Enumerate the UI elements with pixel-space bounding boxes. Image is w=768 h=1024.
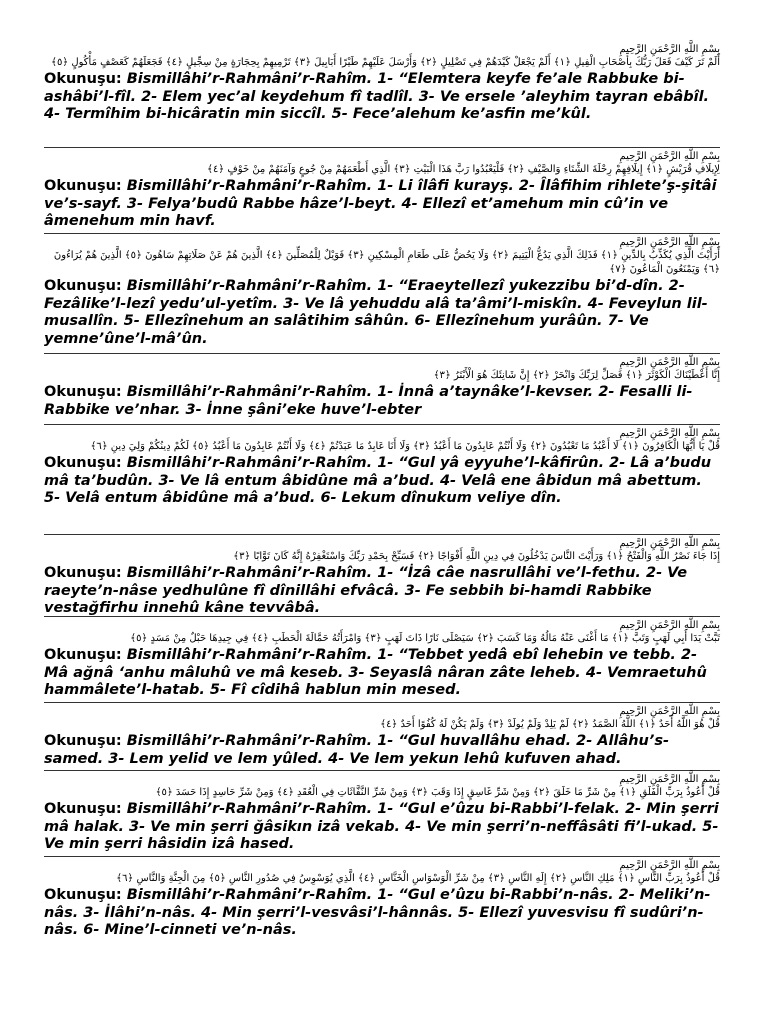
basmala-text: بِسْمِ اللَّهِ الرَّحْمَنِ الرَّحِيمِ (619, 151, 720, 162)
section-divider (44, 147, 720, 148)
basmala-text: بِسْمِ اللَّهِ الرَّحْمَنِ الرَّحِيمِ (619, 706, 720, 717)
arabic-verses: لِإِيلَافِ قُرَيْشٍ ﴿١﴾ إِيلَافِهِمْ رِحْلَةَ الشِّتَاءِ وَالصَّيْفِ ﴿٢﴾ فَلْيَعْبُدُوا رَبَّ هَذَا الْبَيْتِ ﴿٣﴾ الَّذِي أَطْعَمَهُمْ مِنْ جُوعٍ وَآمَنَهُمْ مِنْ خَوْفٍ ﴿٤﴾ (207, 164, 720, 175)
surah-section-kevser (44, 357, 720, 419)
transliteration-text: Bismillâhi’r-Rahmâni’r-Rahîm. 1- “Eraeytellezî yukezzibu bi’d-dîn. 2- Fezâlike’l-lezî yedu’ul-yetîm. 3- Ve lâ yehuddu alâ ta’âmi’l-miskîn. 4- Feveylun lil-musallîn. 5- Ellezînehum an salâtihim sâhûn. 6- Ellezînehum yurâûn. 7- Ve yemne’ûne’l-mâ’ûn. (44, 278, 708, 347)
basmala-text: بِسْمِ اللَّهِ الرَّحْمَنِ الرَّحِيمِ (619, 538, 720, 549)
transliteration (44, 455, 720, 508)
transliteration-label: Okunuşu: (44, 647, 127, 663)
transliteration-text: Bismillâhi’r-Rahmâni’r-Rahîm. 1- “Gul e’ûzu bi-Rabbi’l-felak. 2- Min şerri mâ halak. 3- Ve min şerri ğâsikın izâ vekab. 4- Ve min şerri’n-neffâsâti fi’l-ukad. 5- Ve min şerri hâsidin izâ hased. (44, 801, 719, 852)
basmala-text: بِسْمِ اللَّهِ الرَّحْمَنِ الرَّحِيمِ (619, 774, 720, 785)
transliteration (44, 565, 720, 618)
arabic-verses: قُلْ أَعُوذُ بِرَبِّ النَّاسِ ﴿١﴾ مَلِكِ النَّاسِ ﴿٢﴾ إِلَهِ النَّاسِ ﴿٣﴾ مِنْ شَرِّ الْوَسْوَاسِ الْخَنَّاسِ ﴿٤﴾ الَّذِي يُوَسْوِسُ فِي صُدُورِ النَّاسِ ﴿٥﴾ مِنَ الْجِنَّةِ وَالنَّاسِ ﴿٦﴾ (116, 873, 720, 884)
transliteration (44, 178, 720, 231)
transliteration-label: Okunuşu: (44, 278, 127, 294)
transliteration (44, 71, 720, 124)
basmala-text: بِسْمِ اللَّهِ الرَّحْمَنِ الرَّحِيمِ (619, 357, 720, 368)
transliteration (44, 384, 720, 419)
transliteration-text: Bismillâhi’r-Rahmâni’r-Rahîm. 1- “Gul yâ eyyuhe’l-kâfirûn. 2- Lâ a’budu mâ ta’budûn. 3- Ve lâ entum âbidûne mâ a’bud. 4- Velâ ene âbidun mâ abettum. 5- Velâ entum âbidûne mâ a’bud. 6- Lekum dînukum veliye dîn. (44, 455, 712, 506)
basmala-text: بِسْمِ اللَّهِ الرَّحْمَنِ الرَّحِيمِ (619, 620, 720, 631)
transliteration (44, 278, 720, 348)
section-divider (44, 353, 720, 354)
transliteration-text: Bismillâhi’r-Rahmâni’r-Rahîm. 1- “İzâ câe nasrullâhi ve’l-fethu. 2- Ve raeyte’n-nâse yedhulûne fî dînillâhi efvâcâ. 3- Fe sebbih bi-hamdi Rabbike vestağfirhu innehû kâne tevvâbâ. (44, 565, 688, 616)
transliteration-text: Bismillâhi’r-Rahmâni’r-Rahîm. 1- “Gul huvallâhu ehad. 2- Allâhu’s-samed. 3- Lem yelid ve lem yûled. 4- Ve lem yekun lehû kufuven ahad. (44, 733, 670, 767)
arabic-verses: قُلْ أَعُوذُ بِرَبِّ الْفَلَقِ ﴿١﴾ مِنْ شَرِّ مَا خَلَقَ ﴿٢﴾ وَمِنْ شَرِّ غَاسِقٍ إِذَا وَقَبَ ﴿٣﴾ وَمِنْ شَرِّ النَّفَّاثَاتِ فِي الْعُقَدِ ﴿٤﴾ وَمِنْ شَرِّ حَاسِدٍ إِذَا حَسَدَ ﴿٥﴾ (155, 787, 720, 798)
transliteration (44, 733, 720, 768)
surah-section-kureys (44, 151, 720, 231)
transliteration-text: Bismillâhi’r-Rahmâni’r-Rahîm. 1- İnnâ a’taynâke’l-kevser. 2- Fesalli li-Rabbike ve’nhar. 3- İnne şâni’eke huve’l-ebter (44, 384, 693, 418)
arabic-verses: أَلَمْ تَرَ كَيْفَ فَعَلَ رَبُّكَ بِأَصْحَابِ الْفِيلِ ﴿١﴾ أَلَمْ يَجْعَلْ كَيْدَهُمْ فِي تَضْلِيلٍ ﴿٢﴾ وَأَرْسَلَ عَلَيْهِمْ طَيْرًا أَبَابِيلَ ﴿٣﴾ تَرْمِيهِمْ بِحِجَارَةٍ مِنْ سِجِّيلٍ ﴿٤﴾ فَجَعَلَهُمْ كَعَصْفٍ مَأْكُولٍ ﴿٥﴾ (51, 57, 720, 68)
basmala-text: بِسْمِ اللَّهِ الرَّحْمَنِ الرَّحِيمِ (619, 237, 720, 248)
surah-section-kafirun (44, 428, 720, 508)
transliteration-text: Bismillâhi’r-Rahmâni’r-Rahîm. 1- Li îlâfi kurayş. 2- Îlâfihim rihlete’ş-şitâi ve’s-sayf. 3- Felya’budû Rabbe hâze’l-beyt. 4- Ellezî et’amehum min cû’in ve âmenehum min havf. (44, 178, 717, 229)
transliteration-label: Okunuşu: (44, 455, 127, 471)
surah-section-maun (44, 237, 720, 348)
arabic-verses: إِذَا جَاءَ نَصْرُ اللَّهِ وَالْفَتْحُ ﴿١﴾ وَرَأَيْتَ النَّاسَ يَدْخُلُونَ فِي دِينِ اللَّهِ أَفْوَاجًا ﴿٢﴾ فَسَبِّحْ بِحَمْدِ رَبِّكَ وَاسْتَغْفِرْهُ إِنَّهُ كَانَ تَوَّابًا ﴿٣﴾ (233, 551, 720, 562)
section-divider (44, 233, 720, 234)
transliteration (44, 801, 720, 854)
section-divider (44, 770, 720, 771)
surah-section-nasr (44, 538, 720, 618)
surah-section-ihlas (44, 706, 720, 768)
basmala-text: بِسْمِ اللَّهِ الرَّحْمَنِ الرَّحِيمِ (619, 44, 720, 55)
basmala-text: بِسْمِ اللَّهِ الرَّحْمَنِ الرَّحِيمِ (619, 860, 720, 871)
section-divider (44, 856, 720, 857)
transliteration-label: Okunuşu: (44, 733, 127, 749)
transliteration-text: Bismillâhi’r-Rahmâni’r-Rahîm. 1- “Gul e’ûzu bi-Rabbi’n-nâs. 2- Meliki’n-nâs. 3- İlâhi’n-nâs. 4- Min şerri’l-vesvâsi’l-hânnâs. 5- Ellezî yuvesvisu fî sudûri’n-nâs. 6- Mine’l-cinneti ve’n-nâs. (44, 887, 711, 938)
transliteration-label: Okunuşu: (44, 178, 127, 194)
section-divider (44, 534, 720, 535)
transliteration-label: Okunuşu: (44, 801, 127, 817)
transliteration-text: Bismillâhi’r-Rahmâni’r-Rahîm. 1- “Tebbet yedâ ebî lehebin ve tebb. 2- Mâ ağnâ ‘anhu mâluhû ve mâ keseb. 3- Seyaslâ nâran zâte leheb. 4- Vemraetuhû hammâlete’l-hatab. 5- Fî cîdihâ hablun min mesed. (44, 647, 707, 698)
surah-section-felak (44, 774, 720, 854)
transliteration-label: Okunuşu: (44, 71, 127, 87)
arabic-verses: إِنَّا أَعْطَيْنَاكَ الْكَوْثَرَ ﴿١﴾ فَصَلِّ لِرَبِّكَ وَانْحَرْ ﴿٢﴾ إِنَّ شَانِئَكَ هُوَ الْأَبْتَرُ ﴿٣﴾ (433, 370, 720, 381)
transliteration (44, 887, 720, 940)
arabic-verses: قُلْ يَا أَيُّهَا الْكَافِرُونَ ﴿١﴾ لَا أَعْبُدُ مَا تَعْبُدُونَ ﴿٢﴾ وَلَا أَنْتُمْ عَابِدُونَ مَا أَعْبُدُ ﴿٣﴾ وَلَا أَنَا عَابِدٌ مَا عَبَدْتُمْ ﴿٤﴾ وَلَا أَنْتُمْ عَابِدُونَ مَا أَعْبُدُ ﴿٥﴾ لَكُمْ دِينُكُمْ وَلِيَ دِينِ ﴿٦﴾ (90, 441, 720, 452)
arabic-verses: تَبَّتْ يَدَا أَبِي لَهَبٍ وَتَبَّ ﴿١﴾ مَا أَغْنَى عَنْهُ مَالُهُ وَمَا كَسَبَ ﴿٢﴾ سَيَصْلَى نَارًا ذَاتَ لَهَبٍ ﴿٣﴾ وَامْرَأَتُهُ حَمَّالَةَ الْحَطَبِ ﴿٤﴾ فِي جِيدِهَا حَبْلٌ مِنْ مَسَدٍ ﴿٥﴾ (130, 633, 720, 644)
surah-section-tebbet (44, 620, 720, 700)
transliteration-text: Bismillâhi’r-Rahmâni’r-Rahîm. 1- “Elemtera keyfe fe’ale Rabbuke bi-ashâbi’l-fîl. 2- Elem yec’al keydehum fî tadlîl. 3- Ve ersele ’aleyhim tayran ebâbîl. 4- Termîhim bi-hicâratin min siccîl. 5- Fece’alehum ke’asfin me’kûl. (44, 71, 710, 122)
surah-section-fil (44, 44, 720, 124)
arabic-verses: أَرَأَيْتَ الَّذِي يُكَذِّبُ بِالدِّينِ ﴿١﴾ فَذَلِكَ الَّذِي يَدُعُّ الْيَتِيمَ ﴿٢﴾ وَلَا يَحُضُّ عَلَى طَعَامِ الْمِسْكِينِ ﴿٣﴾ فَوَيْلٌ لِلْمُصَلِّينَ ﴿٤﴾ الَّذِينَ هُمْ عَنْ صَلَاتِهِمْ سَاهُونَ ﴿٥﴾ الَّذِينَ هُمْ يُرَاءُونَ ﴿٦﴾ وَيَمْنَعُونَ الْمَاعُونَ ﴿٧﴾ (53, 250, 720, 275)
transliteration-label: Okunuşu: (44, 384, 127, 400)
transliteration-label: Okunuşu: (44, 887, 127, 903)
section-divider (44, 424, 720, 425)
basmala-text: بِسْمِ اللَّهِ الرَّحْمَنِ الرَّحِيمِ (619, 428, 720, 439)
arabic-verses: قُلْ هُوَ اللَّهُ أَحَدٌ ﴿١﴾ اللَّهُ الصَّمَدُ ﴿٢﴾ لَمْ يَلِدْ وَلَمْ يُولَدْ ﴿٣﴾ وَلَمْ يَكُنْ لَهُ كُفُوًا أَحَدٌ ﴿٤﴾ (380, 719, 720, 730)
surah-section-nas (44, 860, 720, 940)
transliteration (44, 647, 720, 700)
section-divider (44, 702, 720, 703)
section-divider (44, 616, 720, 617)
transliteration-label: Okunuşu: (44, 565, 127, 581)
